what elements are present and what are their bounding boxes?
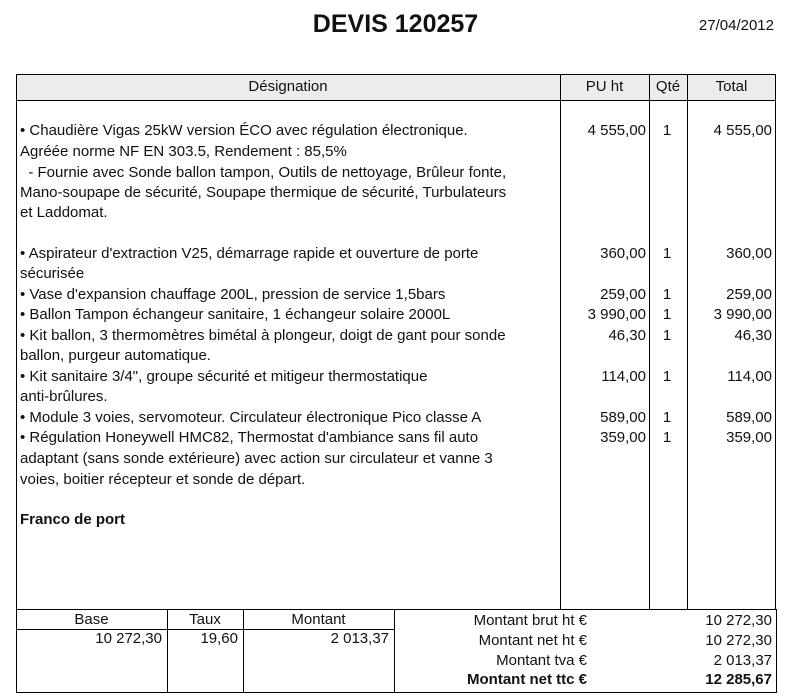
item-description-line: et Laddomat. bbox=[20, 204, 108, 221]
item-total: 46,30 bbox=[734, 327, 772, 344]
item-quantity: 1 bbox=[662, 306, 672, 323]
item-total: 4 555,00 bbox=[713, 122, 772, 139]
tva-montant: 2 013,37 bbox=[330, 630, 389, 647]
item-description-line: • Module 3 voies, servomoteur. Circulateur électronique Pico classe A bbox=[20, 409, 482, 426]
item-unit-price: 3 990,00 bbox=[587, 306, 646, 323]
divider bbox=[776, 609, 777, 693]
item-total: 360,00 bbox=[726, 245, 772, 262]
item-description-line: adaptant (sans sonde extérieure) avec action sur circulateur et vanne 3 bbox=[20, 450, 493, 467]
item-quantity: 1 bbox=[662, 429, 672, 446]
item-total: 359,00 bbox=[726, 429, 772, 446]
item-quantity: 1 bbox=[662, 409, 672, 426]
item-description-line: ballon, purgeur automatique. bbox=[20, 347, 211, 364]
tva-header-montant: Montant bbox=[291, 611, 346, 628]
item-quantity: 1 bbox=[662, 286, 672, 303]
item-description-line: Agréée norme NF EN 303.5, Rendement : 85,5% bbox=[20, 143, 347, 160]
item-unit-price: 589,00 bbox=[600, 409, 646, 426]
document-title: DEVIS 120257 bbox=[312, 10, 479, 38]
divider bbox=[16, 692, 777, 693]
item-unit-price: 259,00 bbox=[600, 286, 646, 303]
total-label: Montant net ht € bbox=[478, 632, 587, 649]
total-value: 10 272,30 bbox=[705, 612, 772, 629]
item-description-line: • Régulation Honeywell HMC82, Thermostat d'ambiance sans fil auto bbox=[20, 429, 479, 446]
item-description-line: voies, boitier récepteur et sonde de départ. bbox=[20, 471, 306, 488]
item-total: 114,00 bbox=[727, 368, 772, 385]
item-description-line: • Kit ballon, 3 thermomètres bimétal à plongeur, doigt de gant pour sonde bbox=[20, 327, 506, 344]
total-label: Montant brut ht € bbox=[473, 612, 587, 629]
grand-total-value: 12 285,67 bbox=[705, 671, 772, 688]
grand-total-label: Montant net ttc € bbox=[467, 671, 587, 688]
item-unit-price: 4 555,00 bbox=[587, 122, 646, 139]
item-description-line: • Ballon Tampon échangeur sanitaire, 1 échangeur solaire 2000L bbox=[20, 306, 451, 323]
item-quantity: 1 bbox=[662, 122, 672, 139]
total-value: 10 272,30 bbox=[705, 632, 772, 649]
shipping-note: Franco de port bbox=[20, 511, 126, 528]
item-unit-price: 46,30 bbox=[608, 327, 646, 344]
item-quantity: 1 bbox=[662, 327, 672, 344]
header-qte: Qté bbox=[655, 78, 681, 95]
item-description-line: • Vase d'expansion chauffage 200L, pression de service 1,5bars bbox=[20, 286, 446, 303]
total-label: Montant tva € bbox=[496, 652, 587, 669]
item-description-line: • Aspirateur d'extraction V25, démarrage rapide et ouverture de porte bbox=[20, 245, 479, 262]
header-designation: Désignation bbox=[248, 78, 328, 95]
divider bbox=[394, 609, 395, 693]
tva-taux: 19,60 bbox=[200, 630, 238, 647]
item-description-line: anti-brûlures. bbox=[20, 388, 108, 405]
document-date: 27/04/2012 bbox=[698, 17, 774, 34]
item-total: 589,00 bbox=[726, 409, 772, 426]
column-divider bbox=[687, 74, 688, 610]
item-description-line: sécurisée bbox=[20, 265, 85, 282]
item-description-line: • Chaudière Vigas 25kW version ÉCO avec régulation électronique. bbox=[20, 122, 468, 139]
column-divider bbox=[649, 74, 650, 610]
header-total: Total bbox=[715, 78, 748, 95]
item-unit-price: 359,00 bbox=[600, 429, 646, 446]
item-unit-price: 360,00 bbox=[600, 245, 646, 262]
header-pu-ht: PU ht bbox=[585, 78, 624, 95]
item-total: 259,00 bbox=[726, 286, 772, 303]
tva-header-base: Base bbox=[74, 611, 109, 628]
item-description-line: • Kit sanitaire 3/4", groupe sécurité et mitigeur thermostatique bbox=[20, 368, 428, 385]
tva-base: 10 272,30 bbox=[95, 630, 162, 647]
item-quantity: 1 bbox=[662, 368, 672, 385]
column-divider bbox=[560, 74, 561, 610]
item-total: 3 990,00 bbox=[713, 306, 772, 323]
item-quantity: 1 bbox=[662, 245, 672, 262]
tva-header-taux: Taux bbox=[189, 611, 221, 628]
total-value: 2 013,37 bbox=[713, 652, 772, 669]
item-unit-price: 114,00 bbox=[601, 368, 646, 385]
item-description-line: Mano-soupape de sécurité, Soupape thermique de sécurité, Turbulateurs bbox=[20, 184, 507, 201]
item-description-line: - Fournie avec Sonde ballon tampon, Outils de nettoyage, Brûleur fonte, bbox=[20, 164, 507, 181]
